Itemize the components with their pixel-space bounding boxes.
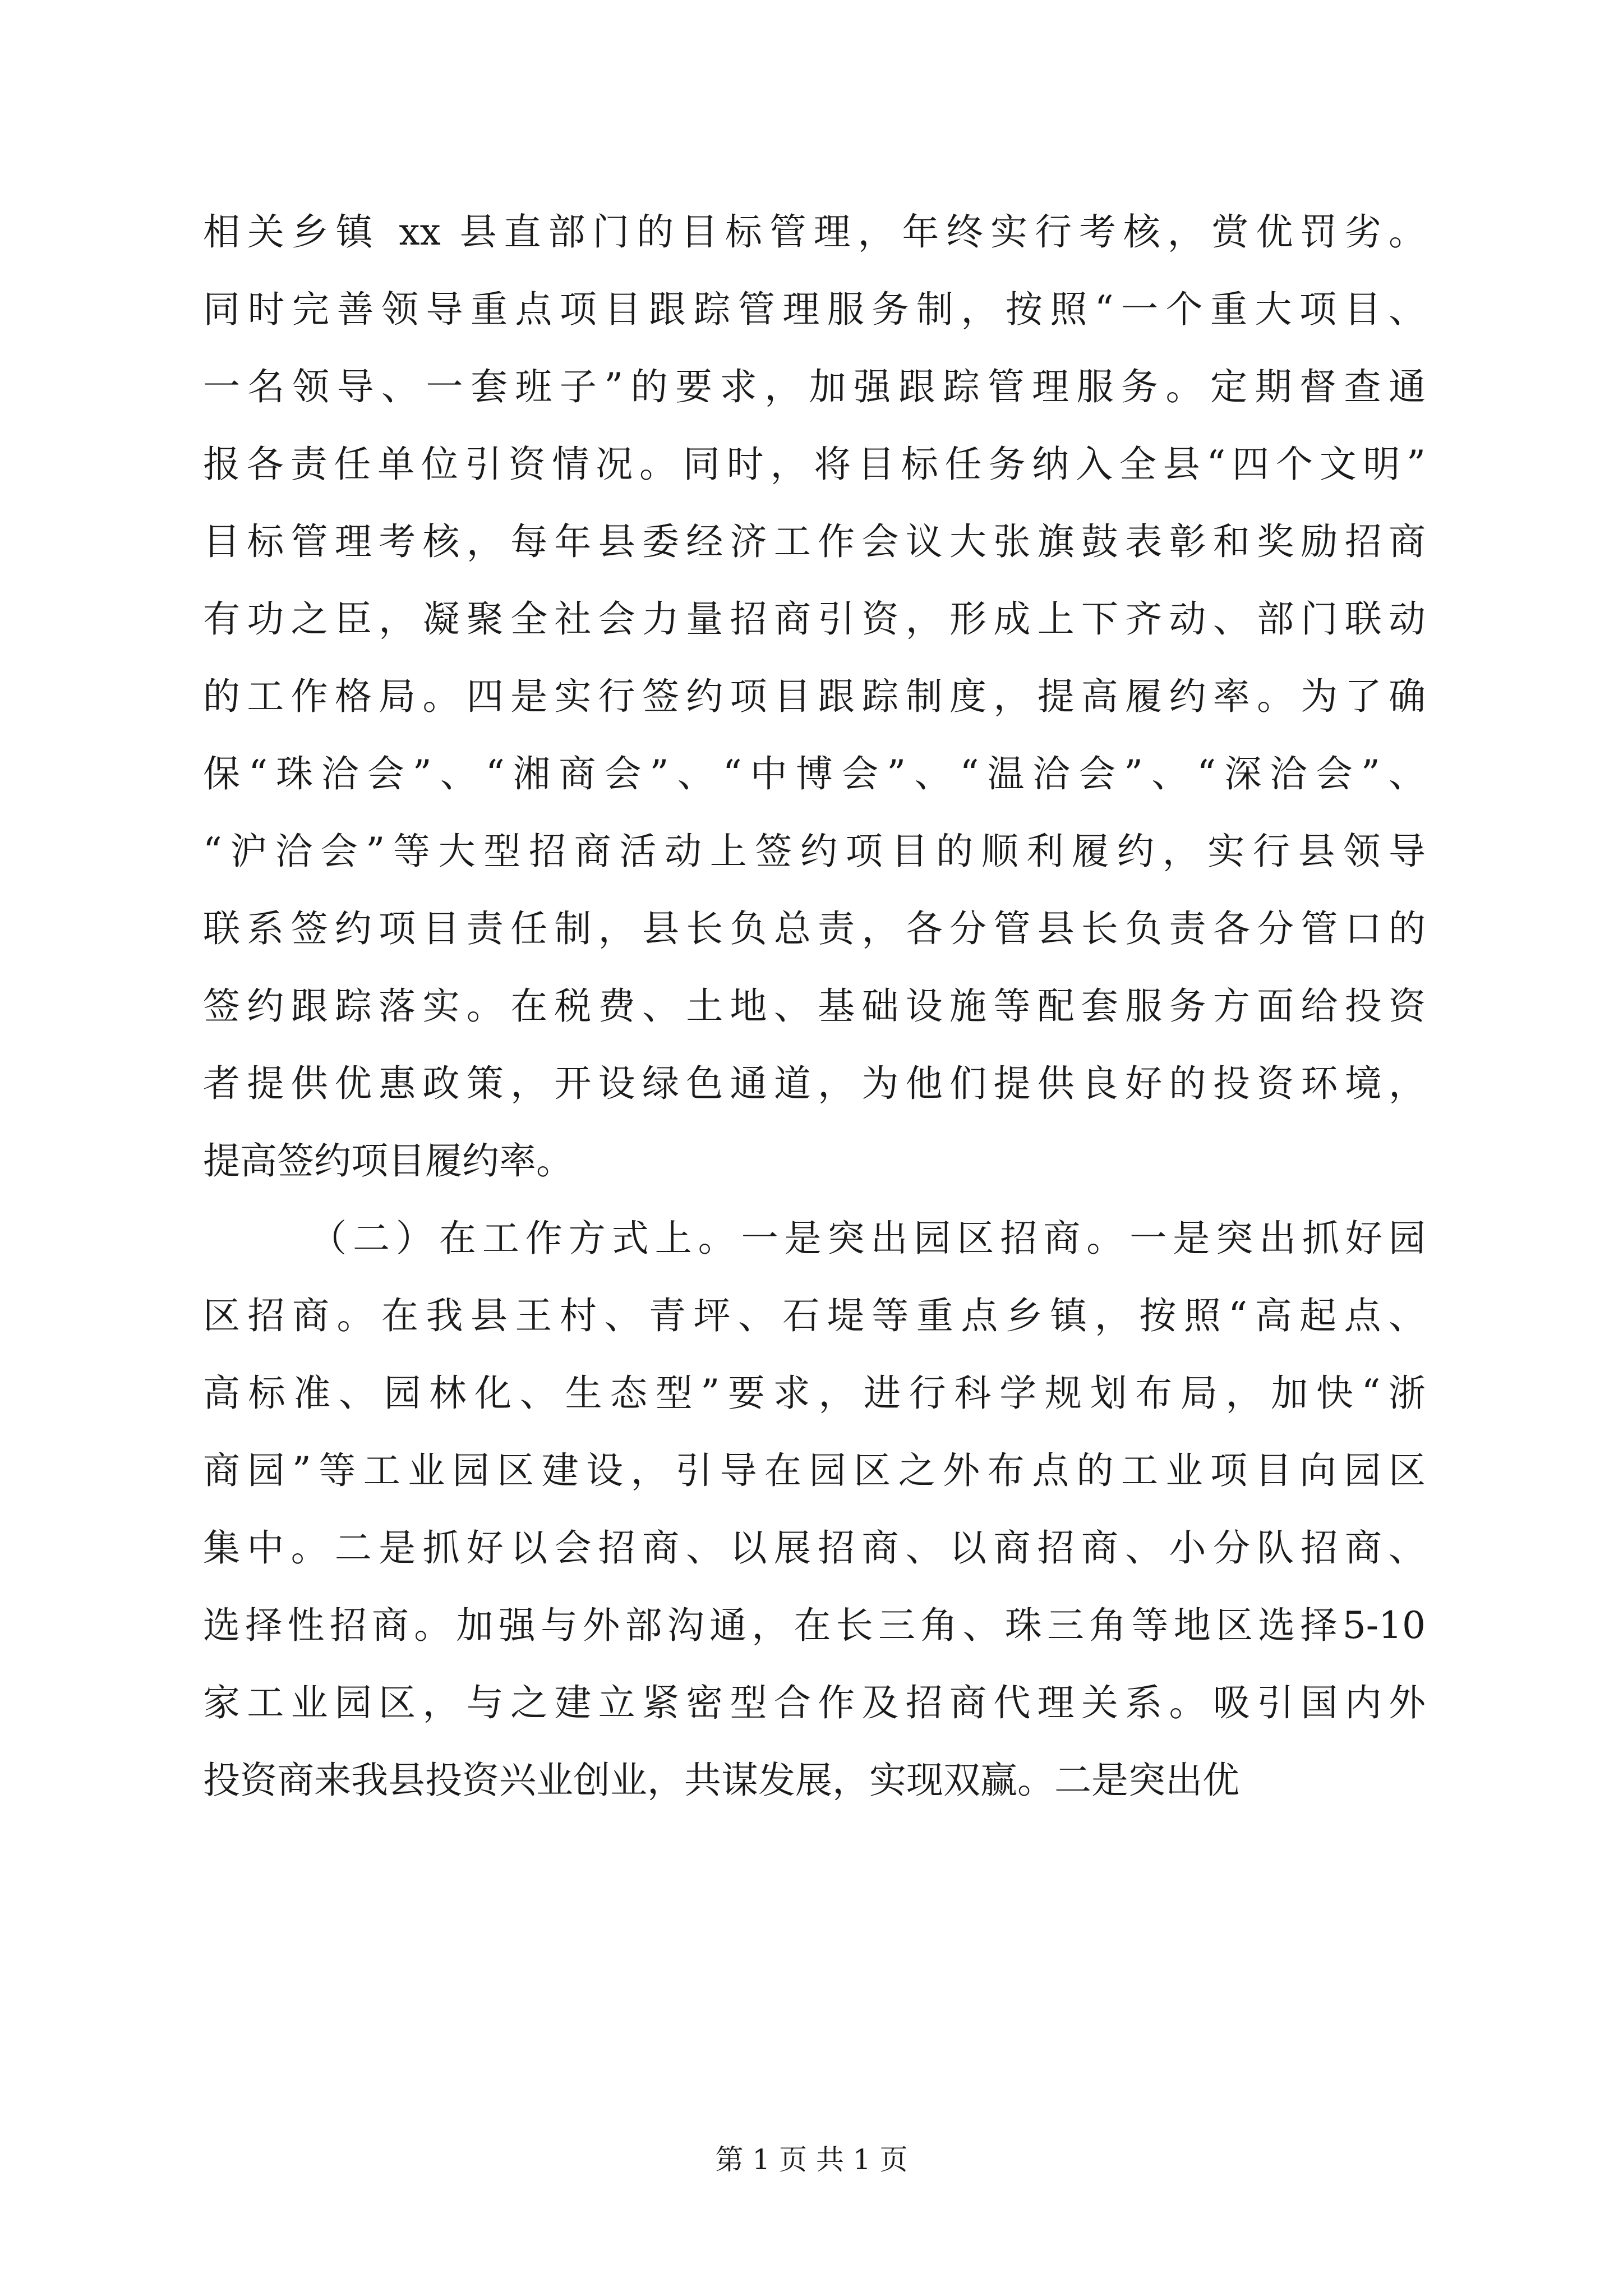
text-line: 集中。二是抓好以会招商、以展招商、以商招商、小分队招商、: [203, 1526, 1426, 1570]
text-line: 联系签约项目责任制，县长负总责，各分管县长负责各分管口的: [203, 907, 1426, 950]
body-text: [203, 194, 1426, 1819]
text-line: 的工作格局。四是实行签约项目跟踪制度，提高履约率。为了确: [203, 675, 1426, 718]
text-line: 者提供优惠政策，开设绿色通道，为他们提供良好的投资环境，: [203, 1062, 1426, 1105]
text-line: （二）在工作方式上。一是突出园区招商。一是突出抓好园: [310, 1217, 1426, 1260]
text-line: 投资商来我县投资兴业创业，共谋发展，实现双赢。二是突出优: [203, 1759, 1239, 1802]
text-line: 一名领导、一套班子”的要求，加强跟踪管理服务。定期督查通: [203, 365, 1426, 408]
text-line: 目标管理考核，每年县委经济工作会议大张旗鼓表彰和奖励招商: [203, 520, 1426, 563]
text-line: 高标准、园林化、生态型”要求，进行科学规划布局，加快“浙: [203, 1372, 1426, 1415]
text-line: 选择性招商。加强与外部沟通，在长三角、珠三角等地区选择5-10: [203, 1604, 1426, 1647]
text-line: 同时完善领导重点项目跟踪管理服务制，按照“一个重大项目、: [203, 288, 1426, 331]
text-line: “沪洽会”等大型招商活动上签约项目的顺利履约，实行县领导: [203, 830, 1426, 873]
text-line: 保“珠洽会”、“湘商会”、“中博会”、“温洽会”、“深洽会”、: [203, 752, 1426, 795]
text-line: 商园”等工业园区建设，引导在园区之外布点的工业项目向园区: [203, 1449, 1426, 1492]
text-line: 签约跟踪落实。在税费、土地、基础设施等配套服务方面给投资: [203, 984, 1426, 1028]
text-line: 相关乡镇 xx 县直部门的目标管理，年终实行考核，赏优罚劣。: [203, 210, 1426, 254]
text-line: 家工业园区，与之建立紧密型合作及招商代理关系。吸引国内外: [203, 1681, 1426, 1724]
text-line: 有功之臣，凝聚全社会力量招商引资，形成上下齐动、部门联动: [203, 597, 1426, 641]
text-line: 报各责任单位引资情况。同时，将目标任务纳入全县“四个文明”: [203, 443, 1426, 486]
text-line: 区招商。在我县王村、青坪、石堤等重点乡镇，按照“高起点、: [203, 1294, 1426, 1337]
text-line: 提高签约项目履约率。: [203, 1139, 573, 1182]
page-footer: 第 1 页 共 1 页: [715, 2143, 908, 2176]
